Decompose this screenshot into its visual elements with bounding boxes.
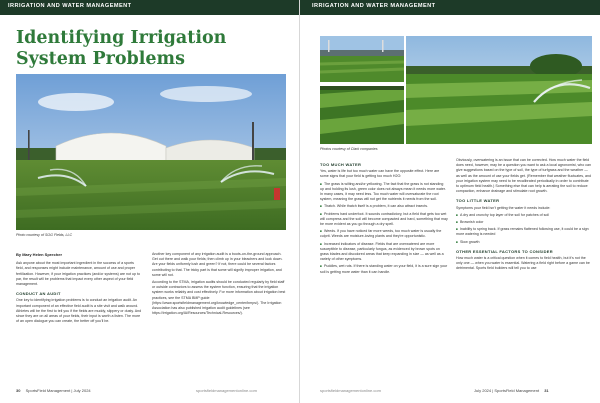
too-much-intro: Yes, water is life but too much water can have the opposite effect. Here are some signs that your field is getting too much H2O:	[320, 169, 440, 179]
bullet-puddles: ■ Puddles, wet ruts. If there is standing water on your field, it is a sure sign your soil is getting more water than it can handle.	[320, 264, 448, 274]
audit-paragraph: One key to identifying irrigation problems is to conduct an irrigation audit. An important component of an effective field audit is a site visit and walk around. Athletes will be the first to tell you if the fields are muddy, slippery or dusty. And since they are on all areas of your fields, their input is worth a listen. The more of an open dialogue you can create, the better off you'll be.	[16, 298, 142, 324]
sprinkler-field-illustration	[406, 36, 592, 144]
right-section-label: IRRIGATION AND WATER MANAGEMENT	[312, 3, 436, 9]
subhead-too-much-water: TOO MUCH WATER	[320, 162, 362, 167]
right-footer	[474, 388, 549, 393]
striped-turf-illustration	[320, 86, 404, 144]
bullet-wilting: ■ The grass is wilting and/or yellowing. The fact that the grass is not standing up and holding its lush, green color does not always mean it needs more water. In many cases, it may need less. Too much water will oversaturate the root system, meaning the grass will not get the nutrients it needs from the soil.	[320, 182, 448, 203]
left-section-label: IRRIGATION AND WATER MANAGEMENT	[8, 3, 132, 9]
bullet-dry-crunchy: ■ A dry and crunchy top layer of the soil for patches of soil	[456, 213, 592, 218]
left-column-2	[152, 252, 286, 318]
stadium-illustration	[320, 36, 404, 82]
right-column-1	[320, 158, 448, 277]
photo-credit-left: Photo courtesy of SOG Fields, LLC	[16, 233, 73, 237]
bullet-hard-underfoot: ■ Problems hard underfoot. It sounds contradictory, but a field that gets too wet will compress and the soil will become compacted and hard, something that may be more evident as you go through a dry spell.	[320, 212, 448, 228]
bullet-spring-back: ■ Inability to spring back. If grass remains flattened following use, it could be a sign more watering is needed	[456, 227, 592, 237]
subhead-other-factors: OTHER ESSENTIAL FACTORS TO CONSIDER	[456, 248, 553, 254]
left-column-1	[16, 252, 142, 326]
right-column-2	[456, 158, 592, 274]
striped-field-photo	[320, 86, 404, 144]
article-title: Identifying Irrigation System Problems	[16, 28, 227, 69]
subhead-conduct-audit: CONDUCT AN AUDIT	[16, 291, 61, 297]
subhead-too-little-water: TOO LITTLE WATER	[456, 198, 500, 204]
site-url-left: sportsfieldmanagementonline.com	[196, 388, 257, 393]
left-footer	[16, 388, 91, 393]
sprinkler-field-photo	[406, 36, 592, 144]
boots-paragraph: Another key component of any irrigation audit is a boots-on-the-ground approach. Get out there and walk your fields; then climb up in your bleachers and look down. Are your fields uniformly lush and green? If not, there could be several factors contributing to that. The tricky part is that some will signify improper irrigation, and some will not.	[152, 252, 283, 277]
stma-paragraph: According to the STMA, irrigation audits should be conducted regularly by field staff or outside contractors to assess the system function, ensuring that the irrigation system works reliably and cost effectively. For more information about irrigation best practices, see the STMA BMP guide (https://www.sportsfieldmanagement.org/knowledge_center/bmps/). The Irrigation Association has also published irrigation audit guidelines (see https://irrigation.org/IA/Resources/Technical-Resources/).	[152, 280, 286, 316]
site-url-right: sportsfieldmanagementonline.com	[320, 388, 381, 393]
irrigation-field-photo-left	[16, 74, 286, 230]
stadium-field-photo	[320, 36, 404, 82]
page-number-left: 30	[16, 388, 21, 393]
bullet-thatch: ■ Thatch. While thatch itself is a problem, it can also attract insects.	[320, 204, 448, 209]
bullet-slow-growth: ■ Slow growth	[456, 240, 592, 245]
right-page	[300, 0, 600, 403]
left-section-header	[0, 0, 300, 15]
intro-paragraph: Ask anyone about the most important ingredient in the success of a sports field, and responses might include maintenance, amount of use and proper fertilization. However, if your irrigation practices (and/or systems) are not up to par, the result will be problems that impact every other aspect of your field management.	[16, 261, 141, 287]
bullet-disease: ■ Increased indicators of disease. Fields that are overwatered are more susceptible to disease, particularly fungus, as evidenced by brown spots on grass blades and discolored areas that keep expanding in size — as well as a variety of other symptoms.	[320, 242, 448, 263]
magazine-name-right: July 2024 | SportsField Management	[474, 388, 540, 393]
right-section-header	[300, 0, 600, 15]
field-sprinkler-illustration	[16, 74, 286, 230]
bullet-weeds: ■ Weeds. If you have noticed far more weeds, too much water is usually the culprit. Weeds are moisture-loving plants and they're opportunistic.	[320, 229, 448, 239]
page-number-right: 31	[544, 388, 549, 393]
photo-credit-right: Photos courtesy of Clark companies	[320, 147, 378, 151]
too-little-intro: Symptoms your field isn't getting the water it needs include:	[456, 205, 551, 210]
overwatering-paragraph: Obviously, overwatering is an issue that can be corrected. How much water the field does need, however, may be a question you want to ask a local agronomist, who can give suggestions based on the type of soil, the type of turfgrass and the weather — as well as the amount of use your fields get. (Remember that weather fluctuates, and your irrigation system may need to be recalibrated periodically in order to contribute to optimum field health.) Something else that can help is aerating the soil to reduce compaction, enhance drainage and stimulate root growth.	[456, 158, 592, 194]
byline: By Mary Helen Sprecher	[16, 252, 63, 257]
magazine-name-left: SportsField Management | July 2024	[25, 388, 91, 393]
other-factors-paragraph: How much water is a critical question when it comes to field health, but it's not the only one — when you water is essential. Watering a field right before a game can be detrimental. Sports field builders will tell you to use	[456, 256, 590, 271]
bullet-brownish: ■ Brownish color	[456, 220, 592, 225]
